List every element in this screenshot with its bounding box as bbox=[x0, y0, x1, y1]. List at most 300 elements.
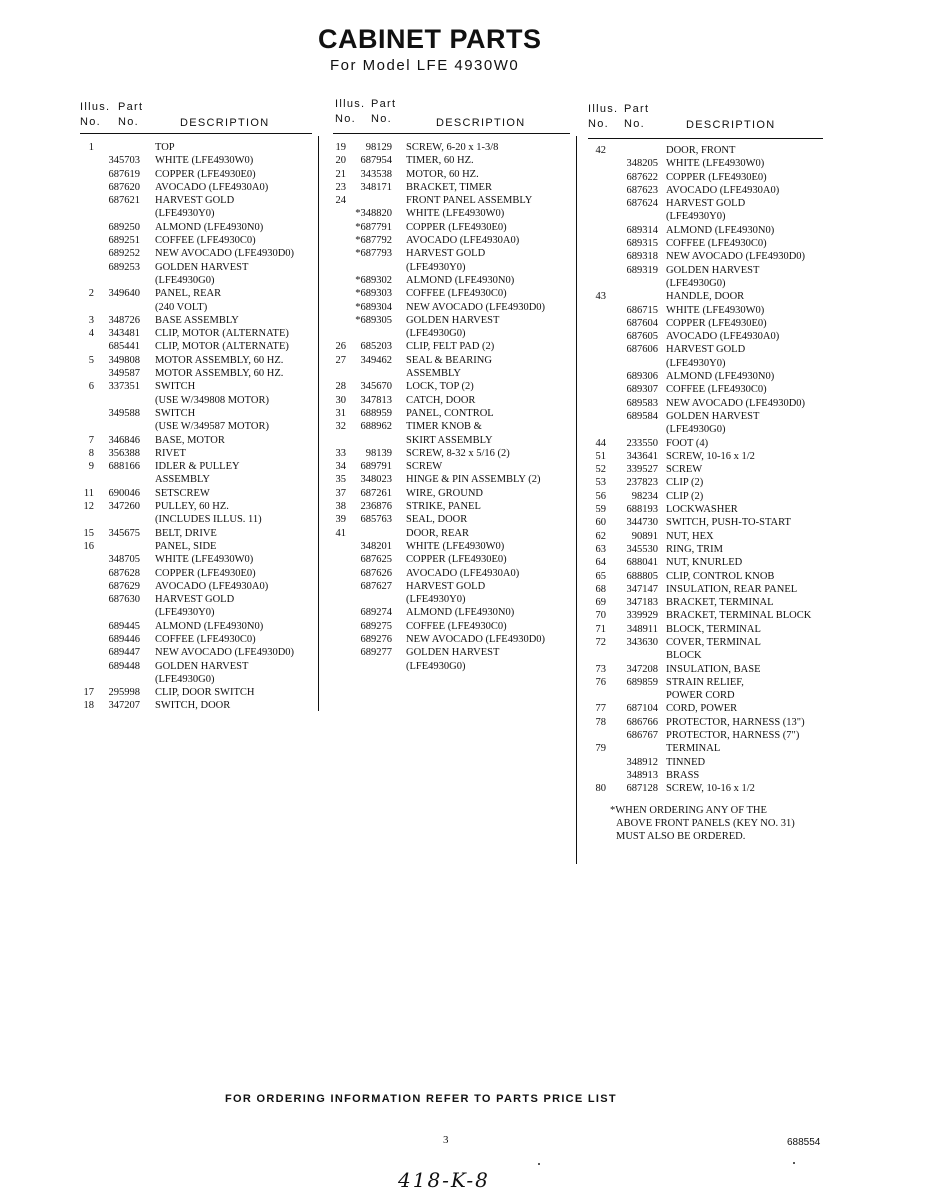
part-row bbox=[588, 663, 823, 676]
part-number: 348912 bbox=[626, 756, 658, 768]
part-row bbox=[333, 646, 570, 659]
part-row bbox=[588, 210, 823, 223]
part-description: BLOCK bbox=[666, 650, 702, 662]
part-description: TOP bbox=[155, 142, 175, 153]
part-row bbox=[80, 660, 312, 673]
part-row bbox=[333, 261, 570, 274]
part-row bbox=[588, 556, 823, 569]
part-description: BLOCK, TERMINAL bbox=[666, 623, 761, 635]
part-row bbox=[80, 686, 312, 699]
part-row bbox=[588, 623, 823, 636]
part-number: *687792 bbox=[355, 235, 392, 247]
part-number: 689250 bbox=[108, 221, 140, 233]
part-description: CLIP, FELT PAD (2) bbox=[406, 341, 495, 353]
part-row bbox=[333, 487, 570, 500]
part-number: 687627 bbox=[360, 580, 392, 592]
part-description: RING, TRIM bbox=[666, 543, 723, 555]
illus-number: 78 bbox=[595, 716, 606, 728]
part-description: COFFEE (LFE4930C0) bbox=[406, 288, 507, 300]
part-row bbox=[333, 168, 570, 181]
part-description: PROTECTOR, HARNESS (13") bbox=[666, 716, 805, 728]
illus-no-header: Illus. No. bbox=[588, 103, 619, 130]
part-row bbox=[333, 473, 570, 486]
part-row bbox=[333, 394, 570, 407]
part-description: CLIP (2) bbox=[666, 490, 704, 502]
part-number: 349588 bbox=[108, 407, 140, 419]
part-description: ALMOND (LFE4930N0) bbox=[406, 274, 515, 286]
part-number: 687628 bbox=[108, 567, 140, 579]
part-description: PANEL, SIDE bbox=[155, 540, 217, 552]
part-description: NEW AVOCADO (LFE4930D0) bbox=[155, 647, 295, 659]
part-row bbox=[588, 383, 823, 396]
part-number: 690046 bbox=[108, 487, 140, 499]
illus-number: 53 bbox=[595, 477, 606, 489]
part-row bbox=[588, 264, 823, 277]
part-number: 345530 bbox=[626, 543, 658, 555]
part-row bbox=[588, 250, 823, 263]
description-header: DESCRIPTION bbox=[436, 117, 526, 129]
part-row bbox=[80, 340, 312, 353]
part-number: 98129 bbox=[365, 142, 392, 153]
part-description: PULLEY, 60 HZ. bbox=[155, 501, 229, 513]
illus-number: 77 bbox=[595, 703, 606, 715]
part-number: 343630 bbox=[626, 636, 658, 648]
scan-speck bbox=[538, 1163, 540, 1165]
illus-number: 42 bbox=[595, 145, 606, 156]
part-description: PROTECTOR, HARNESS (7") bbox=[666, 730, 800, 742]
part-description: (LFE4930Y0) bbox=[666, 357, 726, 369]
part-number: 689315 bbox=[626, 238, 658, 250]
part-row bbox=[333, 301, 570, 314]
column-divider bbox=[576, 136, 577, 864]
part-description: ASSEMBLY bbox=[155, 474, 210, 486]
part-row bbox=[80, 407, 312, 420]
part-number: 347813 bbox=[360, 394, 392, 406]
part-description: AVOCADO (LFE4930A0) bbox=[155, 580, 269, 592]
part-row bbox=[80, 287, 312, 300]
parts-list bbox=[80, 134, 312, 713]
part-number: 345703 bbox=[108, 155, 140, 167]
part-description: IDLER & PULLEY bbox=[155, 461, 240, 473]
part-description: ALMOND (LFE4930N0) bbox=[666, 224, 775, 236]
part-description: SETSCREW bbox=[155, 487, 210, 499]
part-description: COFFEE (LFE4930C0) bbox=[666, 384, 767, 396]
part-description: FOOT (4) bbox=[666, 437, 709, 449]
part-row bbox=[80, 221, 312, 234]
part-number: 686715 bbox=[626, 304, 658, 316]
column-header bbox=[333, 97, 570, 134]
part-row bbox=[333, 194, 570, 207]
part-row bbox=[80, 593, 312, 606]
part-row bbox=[80, 487, 312, 500]
part-description: SEAL, DOOR bbox=[406, 514, 468, 526]
part-description: (USE W/349808 MOTOR) bbox=[155, 394, 269, 406]
part-number: 689446 bbox=[108, 633, 140, 645]
part-description: SWITCH bbox=[155, 407, 196, 419]
illus-number: 7 bbox=[88, 434, 94, 446]
part-row bbox=[333, 553, 570, 566]
part-description: (LFE4930G0) bbox=[666, 424, 726, 436]
part-description: WHITE (LFE4930W0) bbox=[666, 304, 765, 316]
part-description: TINNED bbox=[666, 756, 706, 768]
part-row bbox=[80, 394, 312, 407]
part-row bbox=[588, 583, 823, 596]
part-row bbox=[80, 380, 312, 393]
part-row bbox=[80, 620, 312, 633]
illus-number: 6 bbox=[88, 381, 94, 393]
part-number: 688041 bbox=[626, 557, 658, 569]
illus-number: 8 bbox=[88, 447, 94, 459]
part-row bbox=[588, 144, 823, 157]
part-number: 689445 bbox=[108, 620, 140, 632]
part-number: 687624 bbox=[626, 198, 658, 210]
part-number: 689314 bbox=[626, 224, 658, 236]
part-row bbox=[333, 447, 570, 460]
illus-number: 4 bbox=[88, 328, 94, 340]
illus-number: 60 bbox=[595, 517, 606, 529]
part-number: *689305 bbox=[355, 314, 392, 326]
part-description: TIMER KNOB & bbox=[406, 421, 482, 433]
ordering-info-footer: FOR ORDERING INFORMATION REFER TO PARTS PRICE LIST bbox=[225, 1093, 617, 1105]
part-description: (LFE4930G0) bbox=[666, 277, 726, 289]
part-number: 347260 bbox=[108, 501, 140, 513]
part-number: 348705 bbox=[108, 554, 140, 566]
part-description: SWITCH, PUSH-TO-START bbox=[666, 517, 791, 529]
part-description: STRIKE, PANEL bbox=[406, 501, 481, 513]
part-number: 98234 bbox=[631, 490, 658, 502]
illus-number: 37 bbox=[335, 487, 346, 499]
illus-number: 69 bbox=[595, 597, 606, 609]
part-number: 688193 bbox=[626, 504, 658, 516]
illus-number: 62 bbox=[595, 530, 606, 542]
part-row bbox=[588, 450, 823, 463]
part-description: COPPER (LFE4930E0) bbox=[666, 171, 767, 183]
part-row bbox=[333, 434, 570, 447]
part-description: LOCKWASHER bbox=[666, 504, 738, 516]
part-description: HARVEST GOLD bbox=[406, 248, 486, 260]
part-row bbox=[80, 314, 312, 327]
part-number: 348171 bbox=[360, 181, 392, 193]
part-description: SEAL & BEARING bbox=[406, 354, 492, 366]
part-number: 685763 bbox=[360, 514, 392, 526]
part-number: 689274 bbox=[360, 607, 392, 619]
part-number: 689252 bbox=[108, 248, 140, 260]
part-description: SWITCH, DOOR bbox=[155, 700, 231, 712]
part-no-header: Part No. bbox=[624, 103, 650, 130]
part-description: COFFEE (LFE4930C0) bbox=[406, 620, 507, 632]
part-description: NUT, KNURLED bbox=[666, 557, 743, 569]
description-header: DESCRIPTION bbox=[686, 119, 776, 131]
part-number: 687620 bbox=[108, 181, 140, 193]
part-row bbox=[588, 370, 823, 383]
part-row bbox=[333, 287, 570, 300]
column-divider bbox=[318, 136, 319, 711]
part-description: COPPER (LFE4930E0) bbox=[406, 554, 507, 566]
part-description: (LFE4930G0) bbox=[155, 673, 215, 685]
part-description: HARVEST GOLD bbox=[155, 195, 235, 207]
part-number: 687621 bbox=[108, 195, 140, 207]
column-header bbox=[80, 97, 312, 134]
part-row bbox=[80, 261, 312, 274]
part-number: 689791 bbox=[360, 461, 392, 473]
part-number: 689275 bbox=[360, 620, 392, 632]
illus-number: 39 bbox=[335, 514, 346, 526]
part-description: DOOR, REAR bbox=[406, 527, 470, 539]
part-row bbox=[80, 181, 312, 194]
part-description: TERMINAL bbox=[666, 743, 721, 755]
part-description: POWER CORD bbox=[666, 690, 735, 702]
part-row bbox=[333, 314, 570, 327]
illus-number: 15 bbox=[83, 527, 94, 539]
illus-number: 19 bbox=[335, 142, 346, 153]
part-row bbox=[333, 181, 570, 194]
part-row bbox=[80, 367, 312, 380]
part-row bbox=[333, 354, 570, 367]
part-description: COPPER (LFE4930E0) bbox=[155, 168, 256, 180]
part-description: CATCH, DOOR bbox=[406, 394, 476, 406]
part-number: 689583 bbox=[626, 397, 658, 409]
part-row bbox=[588, 357, 823, 370]
part-description: TIMER, 60 HZ. bbox=[406, 155, 474, 167]
part-row bbox=[588, 423, 823, 436]
part-number: *689304 bbox=[355, 301, 392, 313]
part-description: (240 VOLT) bbox=[155, 301, 208, 313]
part-description: HINGE & PIN ASSEMBLY (2) bbox=[406, 474, 541, 486]
illus-number: 64 bbox=[595, 557, 606, 569]
part-description: BASE ASSEMBLY bbox=[155, 314, 239, 326]
part-description: (INCLUDES ILLUS. 11) bbox=[155, 514, 262, 526]
illus-number: 1 bbox=[88, 142, 94, 153]
part-row bbox=[80, 274, 312, 287]
part-row bbox=[333, 234, 570, 247]
illus-no-header: Illus. No. bbox=[80, 101, 111, 128]
part-description: HARVEST GOLD bbox=[155, 594, 235, 606]
part-description: MOTOR ASSEMBLY, 60 HZ. bbox=[155, 368, 284, 380]
part-description: NUT, HEX bbox=[666, 530, 714, 542]
part-row bbox=[588, 290, 823, 303]
part-number: 90891 bbox=[631, 530, 658, 542]
part-row bbox=[588, 397, 823, 410]
part-row bbox=[588, 317, 823, 330]
part-number: 343641 bbox=[626, 450, 658, 462]
illus-number: 71 bbox=[595, 623, 606, 635]
part-description: COFFEE (LFE4930C0) bbox=[666, 238, 767, 250]
part-description: DOOR, FRONT bbox=[666, 145, 736, 156]
part-number: 687104 bbox=[626, 703, 658, 715]
part-row bbox=[588, 463, 823, 476]
part-number: 689251 bbox=[108, 235, 140, 247]
part-description: SKIRT ASSEMBLY bbox=[406, 434, 493, 446]
part-description: SCREW bbox=[406, 461, 443, 473]
part-row bbox=[333, 407, 570, 420]
part-row bbox=[80, 207, 312, 220]
part-row bbox=[333, 593, 570, 606]
illus-number: 76 bbox=[595, 676, 606, 688]
part-row bbox=[80, 513, 312, 526]
part-row bbox=[333, 247, 570, 260]
part-description: AVOCADO (LFE4930A0) bbox=[406, 567, 520, 579]
part-description: CORD, POWER bbox=[666, 703, 738, 715]
part-description: ALMOND (LFE4930N0) bbox=[406, 607, 515, 619]
part-description: WHITE (LFE4930W0) bbox=[155, 554, 254, 566]
part-description: STRAIN RELIEF, bbox=[666, 676, 744, 688]
illus-number: 79 bbox=[595, 743, 606, 755]
parts-list bbox=[588, 139, 823, 796]
part-description: AVOCADO (LFE4930A0) bbox=[406, 235, 520, 247]
part-number: 236876 bbox=[360, 501, 392, 513]
part-description: NEW AVOCADO (LFE4930D0) bbox=[406, 633, 546, 645]
part-row bbox=[80, 168, 312, 181]
illus-number: 11 bbox=[83, 487, 94, 499]
part-number: 689448 bbox=[108, 660, 140, 672]
part-description: CLIP, DOOR SWITCH bbox=[155, 687, 255, 699]
part-row bbox=[588, 516, 823, 529]
part-row bbox=[588, 503, 823, 516]
illus-number: 23 bbox=[335, 181, 346, 193]
part-row bbox=[333, 500, 570, 513]
part-description: SCREW, 6-20 x 1-3/8 bbox=[406, 142, 499, 153]
part-row bbox=[588, 330, 823, 343]
part-number: 345675 bbox=[108, 527, 140, 539]
part-description: CLIP, MOTOR (ALTERNATE) bbox=[155, 341, 289, 353]
note-line: MUST ALSO BE ORDERED. bbox=[616, 831, 746, 843]
part-description: BRACKET, TERMINAL bbox=[666, 597, 774, 609]
part-row bbox=[333, 633, 570, 646]
part-row bbox=[588, 184, 823, 197]
part-number: 295998 bbox=[108, 687, 140, 699]
parts-column-1 bbox=[80, 97, 312, 713]
part-description: WHITE (LFE4930W0) bbox=[406, 540, 505, 552]
part-number: 233550 bbox=[626, 437, 658, 449]
part-description: GOLDEN HARVEST bbox=[155, 660, 249, 672]
part-row bbox=[80, 447, 312, 460]
part-row bbox=[80, 194, 312, 207]
part-description: WHITE (LFE4930W0) bbox=[155, 155, 254, 167]
part-row bbox=[588, 224, 823, 237]
part-number: 689253 bbox=[108, 261, 140, 273]
part-number: 349640 bbox=[108, 288, 140, 300]
part-row bbox=[80, 606, 312, 619]
illus-number: 27 bbox=[335, 354, 346, 366]
part-number: 347208 bbox=[626, 663, 658, 675]
part-description: BRASS bbox=[666, 769, 700, 781]
part-description: COPPER (LFE4930E0) bbox=[666, 317, 767, 329]
part-description: AVOCADO (LFE4930A0) bbox=[155, 181, 269, 193]
part-row bbox=[333, 274, 570, 287]
part-number: 689307 bbox=[626, 384, 658, 396]
scan-speck bbox=[793, 1162, 795, 1164]
part-description: SCREW, 10-16 x 1/2 bbox=[666, 783, 755, 795]
part-number: 345670 bbox=[360, 381, 392, 393]
part-number: 688805 bbox=[626, 570, 658, 582]
part-row bbox=[588, 649, 823, 662]
part-row bbox=[588, 343, 823, 356]
part-description: (USE W/349587 MOTOR) bbox=[155, 421, 269, 433]
illus-number: 33 bbox=[335, 447, 346, 459]
part-description: WIRE, GROUND bbox=[406, 487, 483, 499]
document-number: 688554 bbox=[787, 1137, 821, 1148]
part-row bbox=[333, 606, 570, 619]
illus-number: 26 bbox=[335, 341, 346, 353]
part-number: 689447 bbox=[108, 647, 140, 659]
illus-number: 52 bbox=[595, 464, 606, 476]
part-number: 98139 bbox=[365, 447, 392, 459]
note-line: ABOVE FRONT PANELS (KEY NO. 31) bbox=[616, 817, 795, 829]
part-row bbox=[588, 596, 823, 609]
part-row bbox=[333, 420, 570, 433]
part-description: NEW AVOCADO (LFE4930D0) bbox=[406, 301, 546, 313]
part-description: COPPER (LFE4930E0) bbox=[155, 567, 256, 579]
parts-column-2 bbox=[333, 97, 570, 673]
part-row bbox=[588, 636, 823, 649]
part-row bbox=[588, 609, 823, 622]
part-number: *687791 bbox=[355, 221, 392, 233]
part-row bbox=[588, 716, 823, 729]
part-row bbox=[80, 527, 312, 540]
part-description: NEW AVOCADO (LFE4930D0) bbox=[666, 251, 806, 263]
part-row bbox=[333, 221, 570, 234]
part-row bbox=[588, 689, 823, 702]
illus-number: 30 bbox=[335, 394, 346, 406]
part-row bbox=[588, 543, 823, 556]
part-row bbox=[333, 154, 570, 167]
page-number: 3 bbox=[443, 1134, 449, 1146]
part-description: GOLDEN HARVEST bbox=[666, 264, 760, 276]
part-row bbox=[333, 660, 570, 673]
part-description: HARVEST GOLD bbox=[666, 344, 746, 356]
illus-number: 32 bbox=[335, 421, 346, 433]
part-description: LOCK, TOP (2) bbox=[406, 381, 474, 393]
illus-number: 73 bbox=[595, 663, 606, 675]
part-number: 343481 bbox=[108, 328, 140, 340]
illus-no-header: Illus. No. bbox=[335, 98, 366, 125]
illus-number: 34 bbox=[335, 461, 346, 473]
part-description: COFFEE (LFE4930C0) bbox=[155, 633, 256, 645]
part-description: SCREW bbox=[666, 464, 703, 476]
part-description: GOLDEN HARVEST bbox=[406, 647, 500, 659]
illus-number: 72 bbox=[595, 636, 606, 648]
part-description: CLIP, CONTROL KNOB bbox=[666, 570, 775, 582]
part-number: 348913 bbox=[626, 769, 658, 781]
part-number: 689277 bbox=[360, 647, 392, 659]
illus-number: 12 bbox=[83, 501, 94, 513]
part-description: MOTOR, 60 HZ. bbox=[406, 168, 479, 180]
part-number: 687954 bbox=[360, 155, 392, 167]
part-description: (LFE4930Y0) bbox=[666, 211, 726, 223]
illus-number: 31 bbox=[335, 407, 346, 419]
part-number: 688959 bbox=[360, 407, 392, 419]
part-row bbox=[588, 304, 823, 317]
part-row bbox=[333, 207, 570, 220]
part-row bbox=[333, 567, 570, 580]
part-row bbox=[80, 646, 312, 659]
illus-number: 51 bbox=[595, 450, 606, 462]
part-row bbox=[80, 460, 312, 473]
part-description: COFFEE (LFE4930C0) bbox=[155, 235, 256, 247]
part-row bbox=[80, 154, 312, 167]
part-row bbox=[333, 460, 570, 473]
part-description: (LFE4930Y0) bbox=[155, 208, 215, 220]
illus-number: 35 bbox=[335, 474, 346, 486]
part-row bbox=[333, 380, 570, 393]
part-row bbox=[588, 157, 823, 170]
part-row bbox=[333, 540, 570, 553]
part-row bbox=[80, 234, 312, 247]
part-row bbox=[588, 476, 823, 489]
part-description: CLIP (2) bbox=[666, 477, 704, 489]
illus-number: 68 bbox=[595, 583, 606, 595]
part-number: 347183 bbox=[626, 597, 658, 609]
